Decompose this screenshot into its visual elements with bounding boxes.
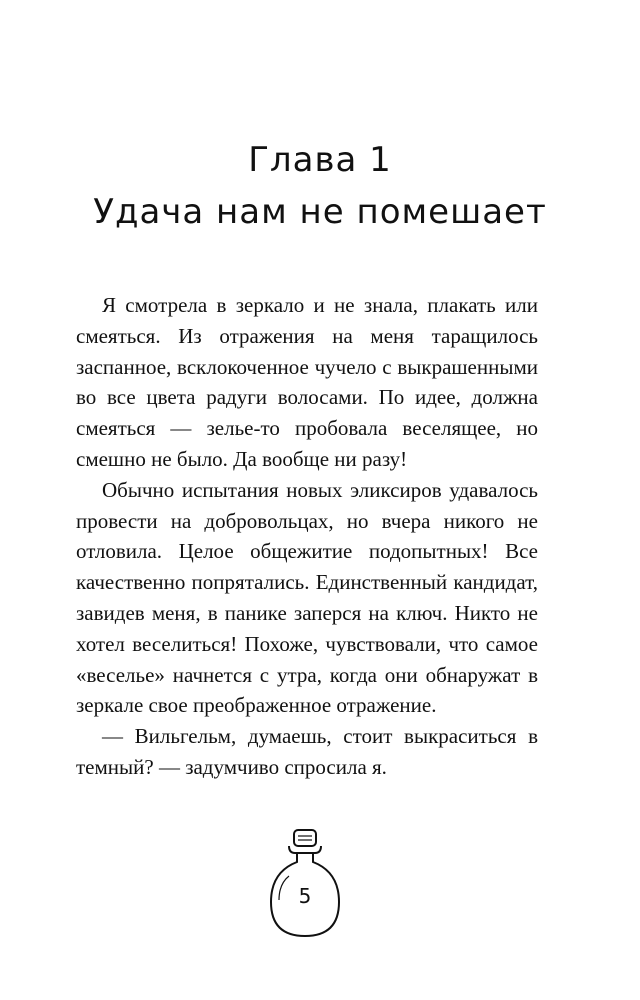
paragraph-1: Я смотрела в зеркало и не знала, плакать или смеяться. Из отражения на меня таращилось заспанное, всклокоченное чучело с выкрашенными во все цвета радуги волосами. По идее, должна смеяться — зелье-то пробовала веселящее, но смешно не было. Да вообще ни разу! <box>76 293 538 471</box>
page-number: 5 <box>298 884 312 908</box>
chapter-number: Глава 1 <box>248 140 392 180</box>
chapter-title: Удача нам не помешает <box>93 192 547 232</box>
page-footer <box>267 828 343 958</box>
paragraph-3: — Вильгельм, думаешь, стоит выкраситься в темный? — задумчиво спросила я. <box>76 724 538 779</box>
body-text <box>76 290 538 783</box>
paragraph-2: Обычно испытания новых эликсиров удавалось провести на добровольцах, но вчера никого не отловила. Целое общежитие подопытных! Все качественно попрятались. Единственный кандидат, завидев меня, в панике заперся на ключ. Никто не хотел веселиться! Похоже, чувствовали, что самое «веселье» начнется с утра, когда они обнаружат в зеркале свое преображенное отражение. <box>76 477 538 718</box>
